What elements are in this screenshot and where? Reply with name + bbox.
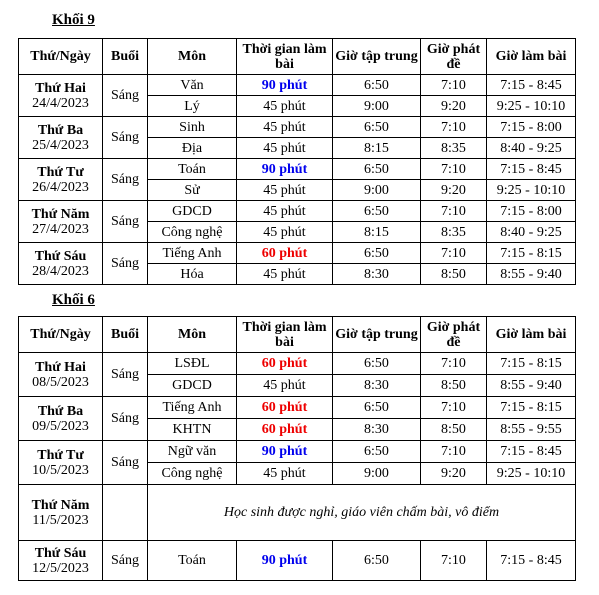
session-cell: Sáng <box>103 441 148 485</box>
header-day: Thứ/Ngày <box>19 317 103 353</box>
header-exam-time: Giờ làm bài <box>487 39 576 75</box>
session-cell: Sáng <box>103 201 148 243</box>
exam-time-cell: 7:15 - 8:45 <box>487 75 576 96</box>
header-duration: Thời gian làm bài <box>237 39 333 75</box>
gather-time-cell: 8:30 <box>333 375 421 397</box>
session-cell: Sáng <box>103 117 148 159</box>
release-time-cell: 7:10 <box>421 75 487 96</box>
gather-time-cell: 6:50 <box>333 117 421 138</box>
table-row-holiday <box>19 485 576 541</box>
session-cell: Sáng <box>103 353 148 397</box>
holiday-note: Học sinh được nghỉ, giáo viên chấm bài, vô điểm <box>148 485 576 541</box>
session-cell: Sáng <box>103 243 148 285</box>
day-date: 24/4/2023 <box>32 95 89 111</box>
subject-cell: LSĐL <box>148 353 237 375</box>
duration-cell: 90 phút <box>237 541 333 581</box>
gather-time-cell: 8:30 <box>333 264 421 285</box>
exam-time-cell: 8:55 - 9:40 <box>487 375 576 397</box>
day-date: 10/5/2023 <box>32 462 89 478</box>
exam-time-cell: 7:15 - 8:45 <box>487 159 576 180</box>
exam-time-cell: 8:55 - 9:40 <box>487 264 576 285</box>
duration-cell: 45 phút <box>237 201 333 222</box>
header-subject: Môn <box>148 39 237 75</box>
duration-cell: 90 phút <box>237 441 333 463</box>
header-session: Buổi <box>103 317 148 353</box>
gather-time-cell: 6:50 <box>333 201 421 222</box>
table-row <box>19 117 576 138</box>
subject-cell: Ngữ văn <box>148 441 237 463</box>
subject-cell: Tiếng Anh <box>148 243 237 264</box>
day-cell <box>19 397 103 441</box>
duration-cell: 45 phút <box>237 96 333 117</box>
gather-time-cell: 6:50 <box>333 397 421 419</box>
release-time-cell: 8:50 <box>421 375 487 397</box>
section-title-khoi-9: Khối 9 <box>52 12 95 28</box>
day-name: Thứ Năm <box>31 206 90 222</box>
duration-cell: 90 phút <box>237 75 333 96</box>
day-name: Thứ Sáu <box>34 545 87 561</box>
header-release-time: Giờ phát đề <box>421 317 487 353</box>
subject-cell: Sử <box>148 180 237 201</box>
gather-time-cell: 6:50 <box>333 75 421 96</box>
duration-cell: 45 phút <box>237 117 333 138</box>
exam-time-cell: 7:15 - 8:45 <box>487 541 576 581</box>
exam-time-cell: 7:15 - 8:15 <box>487 243 576 264</box>
exam-time-cell: 8:55 - 9:55 <box>487 419 576 441</box>
day-name: Thứ Sáu <box>34 248 87 264</box>
gather-time-cell: 6:50 <box>333 541 421 581</box>
header-day: Thứ/Ngày <box>19 39 103 75</box>
header-gather-time: Giờ tập trung <box>333 39 421 75</box>
subject-cell: Công nghệ <box>148 222 237 243</box>
table-header-row <box>19 317 576 353</box>
release-time-cell: 7:10 <box>421 201 487 222</box>
header-subject: Môn <box>148 317 237 353</box>
schedule-table-khoi-9 <box>18 38 576 285</box>
exam-time-cell: 7:15 - 8:00 <box>487 201 576 222</box>
subject-cell: Sinh <box>148 117 237 138</box>
exam-time-cell: 8:40 - 9:25 <box>487 222 576 243</box>
table-header-row <box>19 39 576 75</box>
duration-cell: 45 phút <box>237 264 333 285</box>
gather-time-cell: 6:50 <box>333 159 421 180</box>
header-release-time: Giờ phát đề <box>421 39 487 75</box>
header-gather-time: Giờ tập trung <box>333 317 421 353</box>
table-row <box>19 353 576 375</box>
subject-cell: Văn <box>148 75 237 96</box>
session-cell: Sáng <box>103 397 148 441</box>
release-time-cell: 8:50 <box>421 419 487 441</box>
table-row <box>19 441 576 463</box>
subject-cell: Hóa <box>148 264 237 285</box>
day-cell <box>19 353 103 397</box>
exam-time-cell: 7:15 - 8:15 <box>487 353 576 375</box>
release-time-cell: 7:10 <box>421 159 487 180</box>
release-time-cell: 7:10 <box>421 243 487 264</box>
release-time-cell: 8:35 <box>421 222 487 243</box>
subject-cell: GDCD <box>148 201 237 222</box>
gather-time-cell: 6:50 <box>333 353 421 375</box>
day-date: 26/4/2023 <box>32 179 89 195</box>
duration-cell: 45 phút <box>237 222 333 243</box>
day-date: 25/4/2023 <box>32 137 89 153</box>
exam-time-cell: 9:25 - 10:10 <box>487 96 576 117</box>
duration-cell: 45 phút <box>237 180 333 201</box>
exam-time-cell: 7:15 - 8:45 <box>487 441 576 463</box>
session-cell: Sáng <box>103 541 148 581</box>
exam-time-cell: 8:40 - 9:25 <box>487 138 576 159</box>
table-row <box>19 159 576 180</box>
day-cell <box>19 75 103 117</box>
gather-time-cell: 9:00 <box>333 96 421 117</box>
header-session: Buổi <box>103 39 148 75</box>
gather-time-cell: 6:50 <box>333 441 421 463</box>
release-time-cell: 8:35 <box>421 138 487 159</box>
day-cell <box>19 243 103 285</box>
duration-cell: 60 phút <box>237 243 333 264</box>
gather-time-cell: 9:00 <box>333 180 421 201</box>
day-cell <box>19 159 103 201</box>
day-name: Thứ Ba <box>37 122 84 138</box>
release-time-cell: 8:50 <box>421 264 487 285</box>
duration-cell: 60 phút <box>237 419 333 441</box>
day-date: 27/4/2023 <box>32 221 89 237</box>
session-cell-empty <box>103 485 148 541</box>
schedule-table-khoi-6 <box>18 316 576 581</box>
exam-time-cell: 9:25 - 10:10 <box>487 463 576 485</box>
header-exam-time: Giờ làm bài <box>487 317 576 353</box>
day-name: Thứ Tư <box>37 447 84 463</box>
day-name: Thứ Hai <box>35 80 86 96</box>
release-time-cell: 9:20 <box>421 180 487 201</box>
day-cell <box>19 541 103 581</box>
table-row <box>19 397 576 419</box>
release-time-cell: 7:10 <box>421 117 487 138</box>
day-date: 28/4/2023 <box>32 263 89 279</box>
duration-cell: 45 phút <box>237 463 333 485</box>
subject-cell: Địa <box>148 138 237 159</box>
subject-cell: Toán <box>148 541 237 581</box>
header-duration: Thời gian làm bài <box>237 317 333 353</box>
day-date: 12/5/2023 <box>32 560 89 576</box>
subject-cell: Tiếng Anh <box>148 397 237 419</box>
gather-time-cell: 8:15 <box>333 222 421 243</box>
release-time-cell: 7:10 <box>421 541 487 581</box>
day-cell <box>19 485 103 541</box>
day-name: Thứ Hai <box>35 359 86 375</box>
release-time-cell: 7:10 <box>421 397 487 419</box>
day-name: Thứ Năm <box>31 497 90 513</box>
release-time-cell: 7:10 <box>421 441 487 463</box>
table-row <box>19 243 576 264</box>
session-cell: Sáng <box>103 159 148 201</box>
gather-time-cell: 8:15 <box>333 138 421 159</box>
release-time-cell: 9:20 <box>421 463 487 485</box>
table-row <box>19 75 576 96</box>
subject-cell: Toán <box>148 159 237 180</box>
day-cell <box>19 441 103 485</box>
table-row <box>19 201 576 222</box>
exam-time-cell: 7:15 - 8:15 <box>487 397 576 419</box>
duration-cell: 60 phút <box>237 397 333 419</box>
session-cell: Sáng <box>103 75 148 117</box>
day-name: Thứ Ba <box>37 403 84 419</box>
exam-time-cell: 9:25 - 10:10 <box>487 180 576 201</box>
duration-cell: 45 phút <box>237 138 333 159</box>
duration-cell: 90 phút <box>237 159 333 180</box>
subject-cell: KHTN <box>148 419 237 441</box>
subject-cell: Công nghệ <box>148 463 237 485</box>
gather-time-cell: 6:50 <box>333 243 421 264</box>
duration-cell: 45 phút <box>237 375 333 397</box>
gather-time-cell: 8:30 <box>333 419 421 441</box>
subject-cell: Lý <box>148 96 237 117</box>
day-date: 08/5/2023 <box>32 374 89 390</box>
day-date: 09/5/2023 <box>32 418 89 434</box>
day-date: 11/5/2023 <box>32 512 89 528</box>
day-cell <box>19 201 103 243</box>
day-name: Thứ Tư <box>37 164 84 180</box>
duration-cell: 60 phút <box>237 353 333 375</box>
table-row <box>19 541 576 581</box>
day-cell <box>19 117 103 159</box>
gather-time-cell: 9:00 <box>333 463 421 485</box>
section-title-khoi-6: Khối 6 <box>52 292 95 308</box>
subject-cell: GDCD <box>148 375 237 397</box>
release-time-cell: 9:20 <box>421 96 487 117</box>
exam-time-cell: 7:15 - 8:00 <box>487 117 576 138</box>
release-time-cell: 7:10 <box>421 353 487 375</box>
